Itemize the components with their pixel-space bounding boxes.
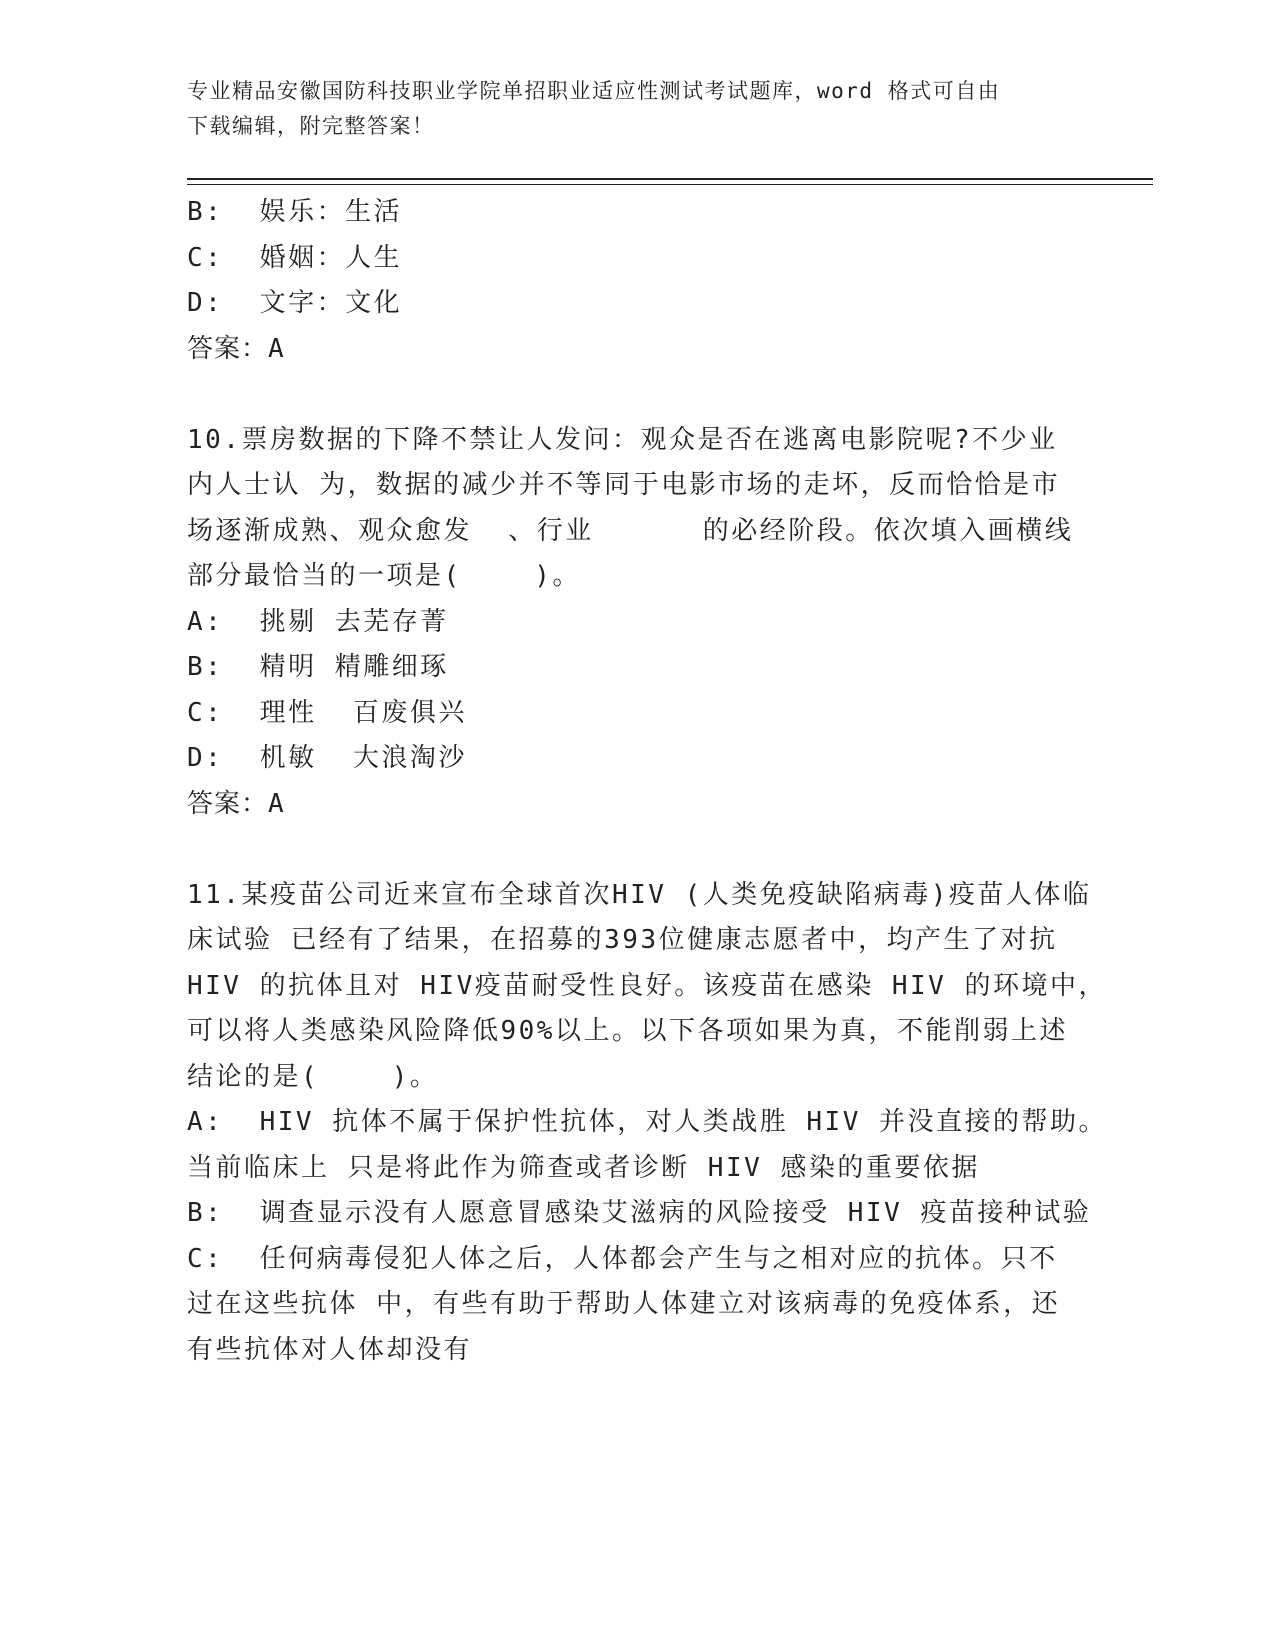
spacer bbox=[187, 372, 1087, 418]
header-divider-thin bbox=[187, 184, 1153, 185]
question-stem-line: 结论的是( )。 bbox=[187, 1061, 439, 1092]
question-stem-line: 10.票房数据的下降不禁让人发问：观众是否在逃离电影院呢?不少业 bbox=[187, 424, 1058, 455]
option-text: 挑剔 去芜存菁 bbox=[259, 606, 449, 637]
option-letter: D: bbox=[187, 288, 224, 318]
spacer bbox=[187, 827, 1087, 873]
option-a bbox=[187, 600, 1087, 646]
question-stem-line: 可以将人类感染风险降低90%以上。以下各项如果为真，不能削弱上述 bbox=[187, 1016, 1068, 1046]
option-b bbox=[187, 1191, 1092, 1237]
option-letter: C: bbox=[187, 1243, 224, 1274]
option-letter: B: bbox=[187, 197, 224, 227]
option-letter: A: bbox=[187, 606, 224, 637]
option-text: 婚姻：人生 bbox=[259, 242, 403, 273]
option-text: 任何病毒侵犯人体之后，人体都会产生与之相对应的抗体。只不 bbox=[259, 1243, 1058, 1274]
option-text: 精明 精雕细琢 bbox=[259, 652, 449, 682]
document-body bbox=[187, 190, 1108, 1373]
question-10 bbox=[187, 418, 1087, 828]
question-stem-line: 部分最恰当的一项是( )。 bbox=[187, 561, 581, 591]
option-text: 调查显示没有人愿意冒感染艾滋病的风险接受 HIV 疫苗接种试验 bbox=[259, 1198, 1092, 1228]
option-a bbox=[187, 1100, 1108, 1146]
option-c bbox=[187, 236, 1087, 282]
option-a-continued: 当前临床上 只是将此作为筛查或者诊断 HIV 感染的重要依据 bbox=[187, 1152, 980, 1183]
answer-value: A bbox=[268, 788, 287, 819]
question-stem-line: 11.某疫苗公司近来宣布全球首次HIV (人类免疫缺陷病毒)疫苗人体临 bbox=[187, 879, 1092, 910]
option-text: 文字：文化 bbox=[259, 288, 403, 318]
question-9-tail bbox=[187, 190, 1087, 372]
question-stem-line: 内人士认 为，数据的减少并不等同于电影市场的走坏，反而恰恰是市 bbox=[187, 470, 1061, 500]
option-d bbox=[187, 281, 1087, 327]
option-text: HIV 抗体不属于保护性抗体，对人类战胜 HIV 并没直接的帮助。 bbox=[259, 1107, 1108, 1137]
option-text: 机敏 大浪淘沙 bbox=[259, 743, 467, 773]
option-letter: D: bbox=[187, 743, 224, 773]
option-c bbox=[187, 1237, 1087, 1283]
answer-line bbox=[187, 327, 1087, 373]
option-text: 娱乐：生活 bbox=[259, 197, 403, 227]
option-c-continued: 过在这些抗体 中，有些有助于帮助人体建立对该病毒的免疫体系，还 bbox=[187, 1289, 1061, 1319]
header-line-1: 专业精品安徽国防科技职业学院单招职业适应性测试考试题库，word 格式可自由 bbox=[187, 79, 1001, 103]
option-b bbox=[187, 645, 1087, 691]
answer-line bbox=[187, 782, 1087, 828]
answer-label: 答案： bbox=[187, 333, 269, 364]
option-b bbox=[187, 190, 1087, 236]
option-letter: C: bbox=[187, 242, 224, 273]
option-letter: C: bbox=[187, 697, 224, 728]
option-c bbox=[187, 691, 1087, 737]
page-header bbox=[187, 74, 1067, 144]
question-stem-line: 床试验 已经有了结果，在招募的393位健康志愿者中，均产生了对抗 bbox=[187, 925, 1058, 955]
answer-label: 答案： bbox=[187, 788, 269, 819]
option-c-continued: 有些抗体对人体却没有 bbox=[187, 1334, 473, 1365]
option-d bbox=[187, 736, 1087, 782]
option-letter: B: bbox=[187, 652, 224, 682]
option-letter: B: bbox=[187, 1198, 224, 1228]
option-letter: A: bbox=[187, 1107, 224, 1137]
answer-value: A bbox=[268, 333, 287, 364]
question-stem-line: HIV 的抗体且对 HIV疫苗耐受性良好。该疫苗在感染 HIV 的环境中， bbox=[187, 970, 1107, 1001]
option-text: 理性 百废俱兴 bbox=[259, 697, 467, 728]
header-line-2: 下载编辑，附完整答案！ bbox=[187, 114, 435, 138]
header-divider-thick bbox=[187, 178, 1153, 180]
question-stem-line: 场逐渐成熟、观众愈发 、行业 的必经阶段。依次填入画横线 bbox=[187, 515, 1074, 546]
question-11 bbox=[187, 873, 1108, 1374]
